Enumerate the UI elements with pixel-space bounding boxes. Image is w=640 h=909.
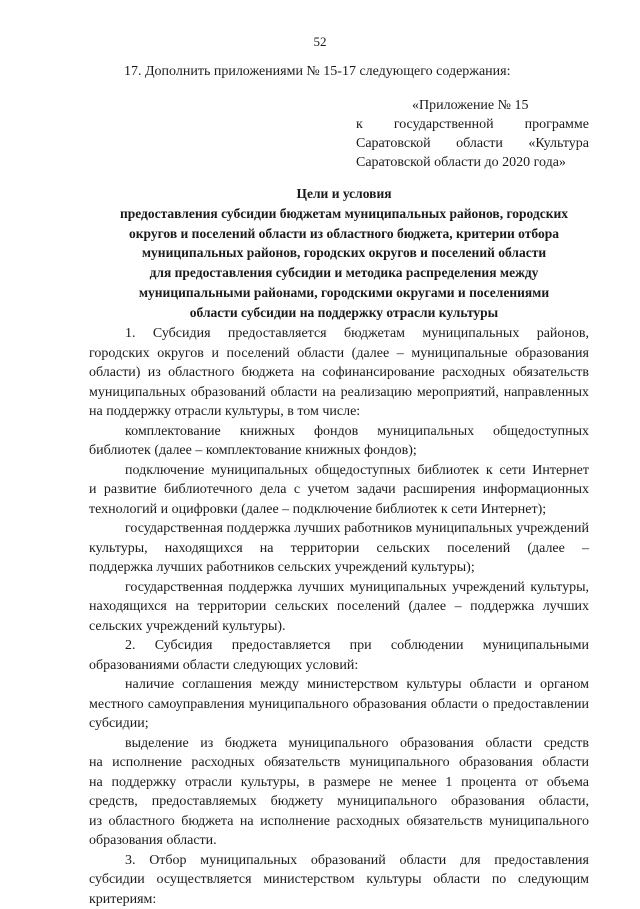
body-line: комплектование книжных фондов муниципальных общедоступных xyxy=(89,422,589,442)
body-line: поддержка лучших работников сельских учреждений культуры); xyxy=(89,558,589,578)
title-line: муниципальных районов, городских округов и поселений области xyxy=(96,243,592,263)
body-line: подключение муниципальных общедоступных библиотек к сети Интернет xyxy=(89,461,589,481)
title-line: Цели и условия xyxy=(96,184,592,204)
title-line: области субсидии на поддержку отрасли культуры xyxy=(96,303,592,323)
body-line: субсидии осуществляется министерством культуры области по следующим xyxy=(89,870,589,890)
body-line: 1. Субсидия предоставляется бюджетам муниципальных районов, xyxy=(89,324,589,344)
body-line: местного самоуправления муниципального образования области о предоставлении xyxy=(89,695,589,715)
body-line: 2. Субсидия предоставляется при соблюдении муниципальными xyxy=(89,636,589,656)
body-line: сельских учреждений культуры). xyxy=(89,617,589,637)
body-line: из областного бюджета на исполнение расходных обязательств муниципального xyxy=(89,812,589,832)
body-line: области) из областного бюджета на софинансирование расходных обязательств xyxy=(89,363,589,383)
body-line: находящихся на территории сельских поселений (далее – поддержка лучших xyxy=(89,597,589,617)
body-line: образованиями области следующих условий: xyxy=(89,656,589,676)
body-line: на поддержку отрасли культуры, в размере не менее 1 процента от объема xyxy=(89,773,589,793)
title-line: муниципальными районами, городскими округами и поселениями xyxy=(96,283,592,303)
body-line: государственная поддержка лучших работников муниципальных учреждений xyxy=(89,519,589,539)
body-line: государственная поддержка лучших муниципальных учреждений культуры, xyxy=(89,578,589,598)
annex-header-line: Саратовской области «Культура xyxy=(356,134,589,153)
body-line: 3. Отбор муниципальных образований области для предоставления xyxy=(89,851,589,871)
body-line: муниципальных образований области на реализацию мероприятий, направленных xyxy=(89,383,589,403)
body-line: средств, предоставляемых бюджету муниципального образования области, xyxy=(89,792,589,812)
annex-header-title: «Приложение № 15 xyxy=(356,96,589,115)
title-line: предоставления субсидии бюджетам муниципальных районов, городских xyxy=(96,204,592,224)
annex-header-line: к государственной программе xyxy=(356,115,589,134)
body-line: критериям: xyxy=(89,890,589,909)
body-line: на поддержку отрасли культуры, в том числе: xyxy=(89,402,589,422)
document-title xyxy=(96,184,592,323)
body-line: на исполнение расходных обязательств муниципального образования области xyxy=(89,753,589,773)
body-line: и развитие библиотечного дела с учетом задачи расширения информационных xyxy=(89,480,589,500)
page-number: 52 xyxy=(0,34,640,50)
annex-header xyxy=(356,96,589,172)
body-line: культуры, находящихся на территории сельских поселений (далее – xyxy=(89,539,589,559)
amendment-lead-text: 17. Дополнить приложениями № 15-17 следующего содержания: xyxy=(124,64,511,80)
document-body xyxy=(89,324,589,909)
body-line: образования области. xyxy=(89,831,589,851)
title-line: округов и поселений области из областного бюджета, критерии отбора xyxy=(96,224,592,244)
body-line: выделение из бюджета муниципального образования области средств xyxy=(89,734,589,754)
body-line: технологий и оцифровки (далее – подключение библиотек к сети Интернет); xyxy=(89,500,589,520)
body-line: городских округов и поселений области (далее – муниципальные образования xyxy=(89,344,589,364)
body-line: субсидии; xyxy=(89,714,589,734)
body-line: библиотек (далее – комплектование книжных фондов); xyxy=(89,441,589,461)
annex-header-line: Саратовской области до 2020 года» xyxy=(356,153,589,172)
title-line: для предоставления субсидии и методика распределения между xyxy=(96,263,592,283)
body-line: наличие соглашения между министерством культуры области и органом xyxy=(89,675,589,695)
